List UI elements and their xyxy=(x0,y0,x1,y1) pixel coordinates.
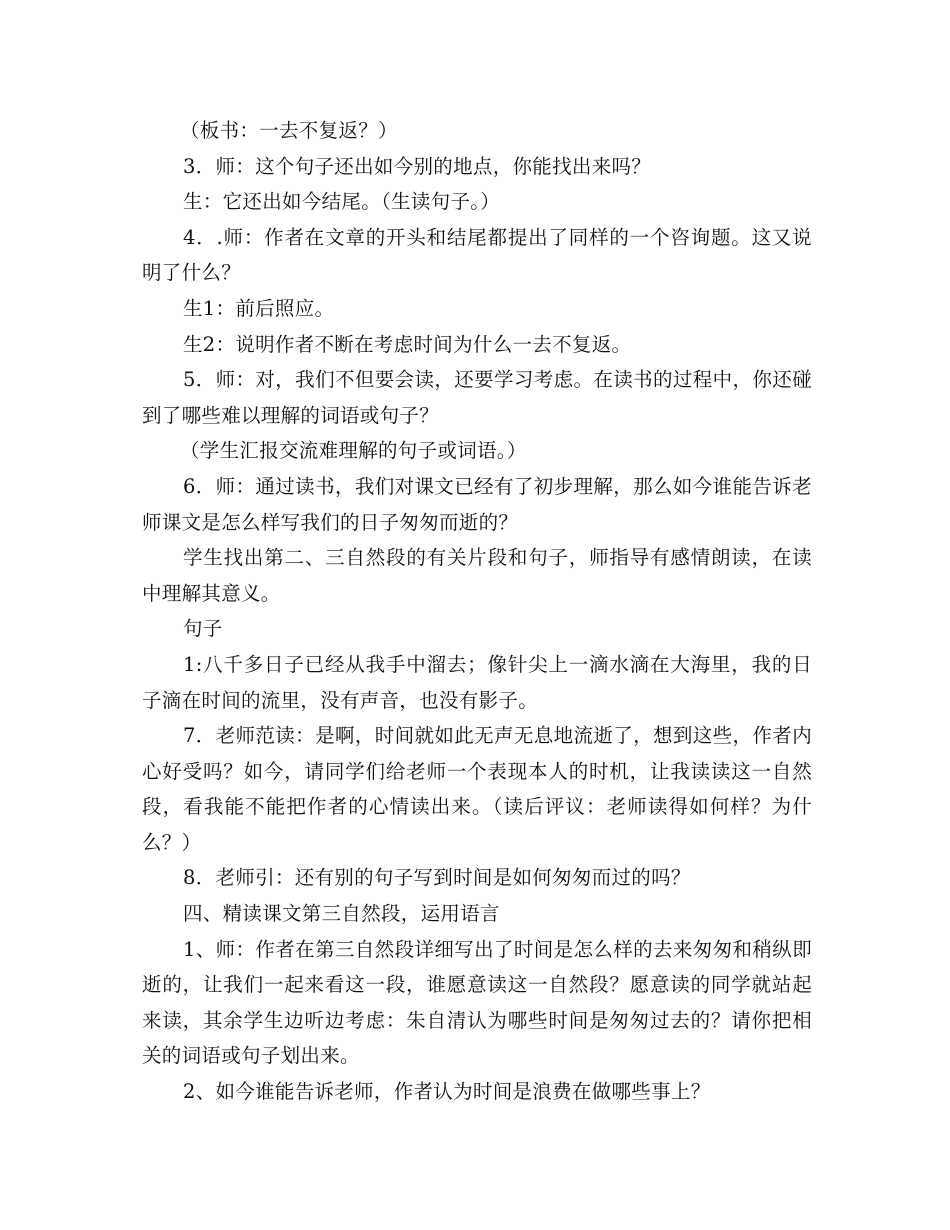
paragraph-board-note: （板书：一去不复返？） xyxy=(180,119,398,142)
paragraph-6: 6．师：通过读书，我们对课文已经有了初步理解，那么如今谁能告诉老师课文是怎么样写我们的日子匆匆而逝的？ xyxy=(142,474,812,534)
paragraph-student-answer: 生：它还出如今结尾。（生读句子。） xyxy=(183,190,501,214)
document-body xyxy=(142,113,812,1110)
paragraph-section4-1: 1、师：作者在第三自然段详细写出了时间是怎么样的去来匆匆和稍纵即逝的，让我们一起来看这一段，谁愿意读这一自然段？愿意读的同学就站起来读，其余学生边听边考虑：朱自清认为哪些时间是匆匆过去的？请你把相关的词语或句子划出来。 xyxy=(142,937,812,1068)
paragraph-section4-2: 2、如今谁能告诉老师，作者认为时间是浪费在做哪些事上？ xyxy=(183,1080,711,1104)
paragraph-sentence-heading: 句子 xyxy=(183,617,223,641)
paragraph-sentence-1: 1:八千多日子已经从我手中溜去；像针尖上一滴水滴在大海里，我的日子滴在时间的流里，没有声音，也没有影子。 xyxy=(142,652,812,712)
paragraph-find-sentences: 学生找出第二、三自然段的有关片段和句子，师指导有感情朗读，在读中理解其意义。 xyxy=(142,546,812,605)
section-heading-4: 四、精读课文第三自然段，运用语言 xyxy=(183,902,500,926)
paragraph-3: 3．师：这个句子还出如今别的地点，你能找出来吗？ xyxy=(183,154,652,178)
paragraph-4: 4．.师：作者在文章的开头和结尾都提出了同样的一个咨询题。这又说明了什么？ xyxy=(142,225,812,285)
paragraph-student-report: （学生汇报交流难理解的句子或词语。） xyxy=(180,439,527,463)
paragraph-7: 7．老师范读：是啊，时间就如此无声无息地流逝了，想到这些，作者内心好受吗？如今，请同学们给老师一个表现本人的时机，让我读读这一自然段，看我能不能把作者的心情读出来。（读后评议：老师读得如何样？为什么？） xyxy=(142,724,812,854)
paragraph-8: 8．老师引：还有别的句子写到时间是如何匆匆而过的吗？ xyxy=(183,866,691,890)
paragraph-student-1: 生1：前后照应。 xyxy=(183,296,335,320)
paragraph-student-2: 生2：说明作者不断在考虑时间为什么一去不复返。 xyxy=(183,332,632,356)
paragraph-5: 5．师：对，我们不但要会读，还要学习考虑。在读书的过程中，你还碰到了哪些难以理解的词语或句子？ xyxy=(142,368,812,427)
